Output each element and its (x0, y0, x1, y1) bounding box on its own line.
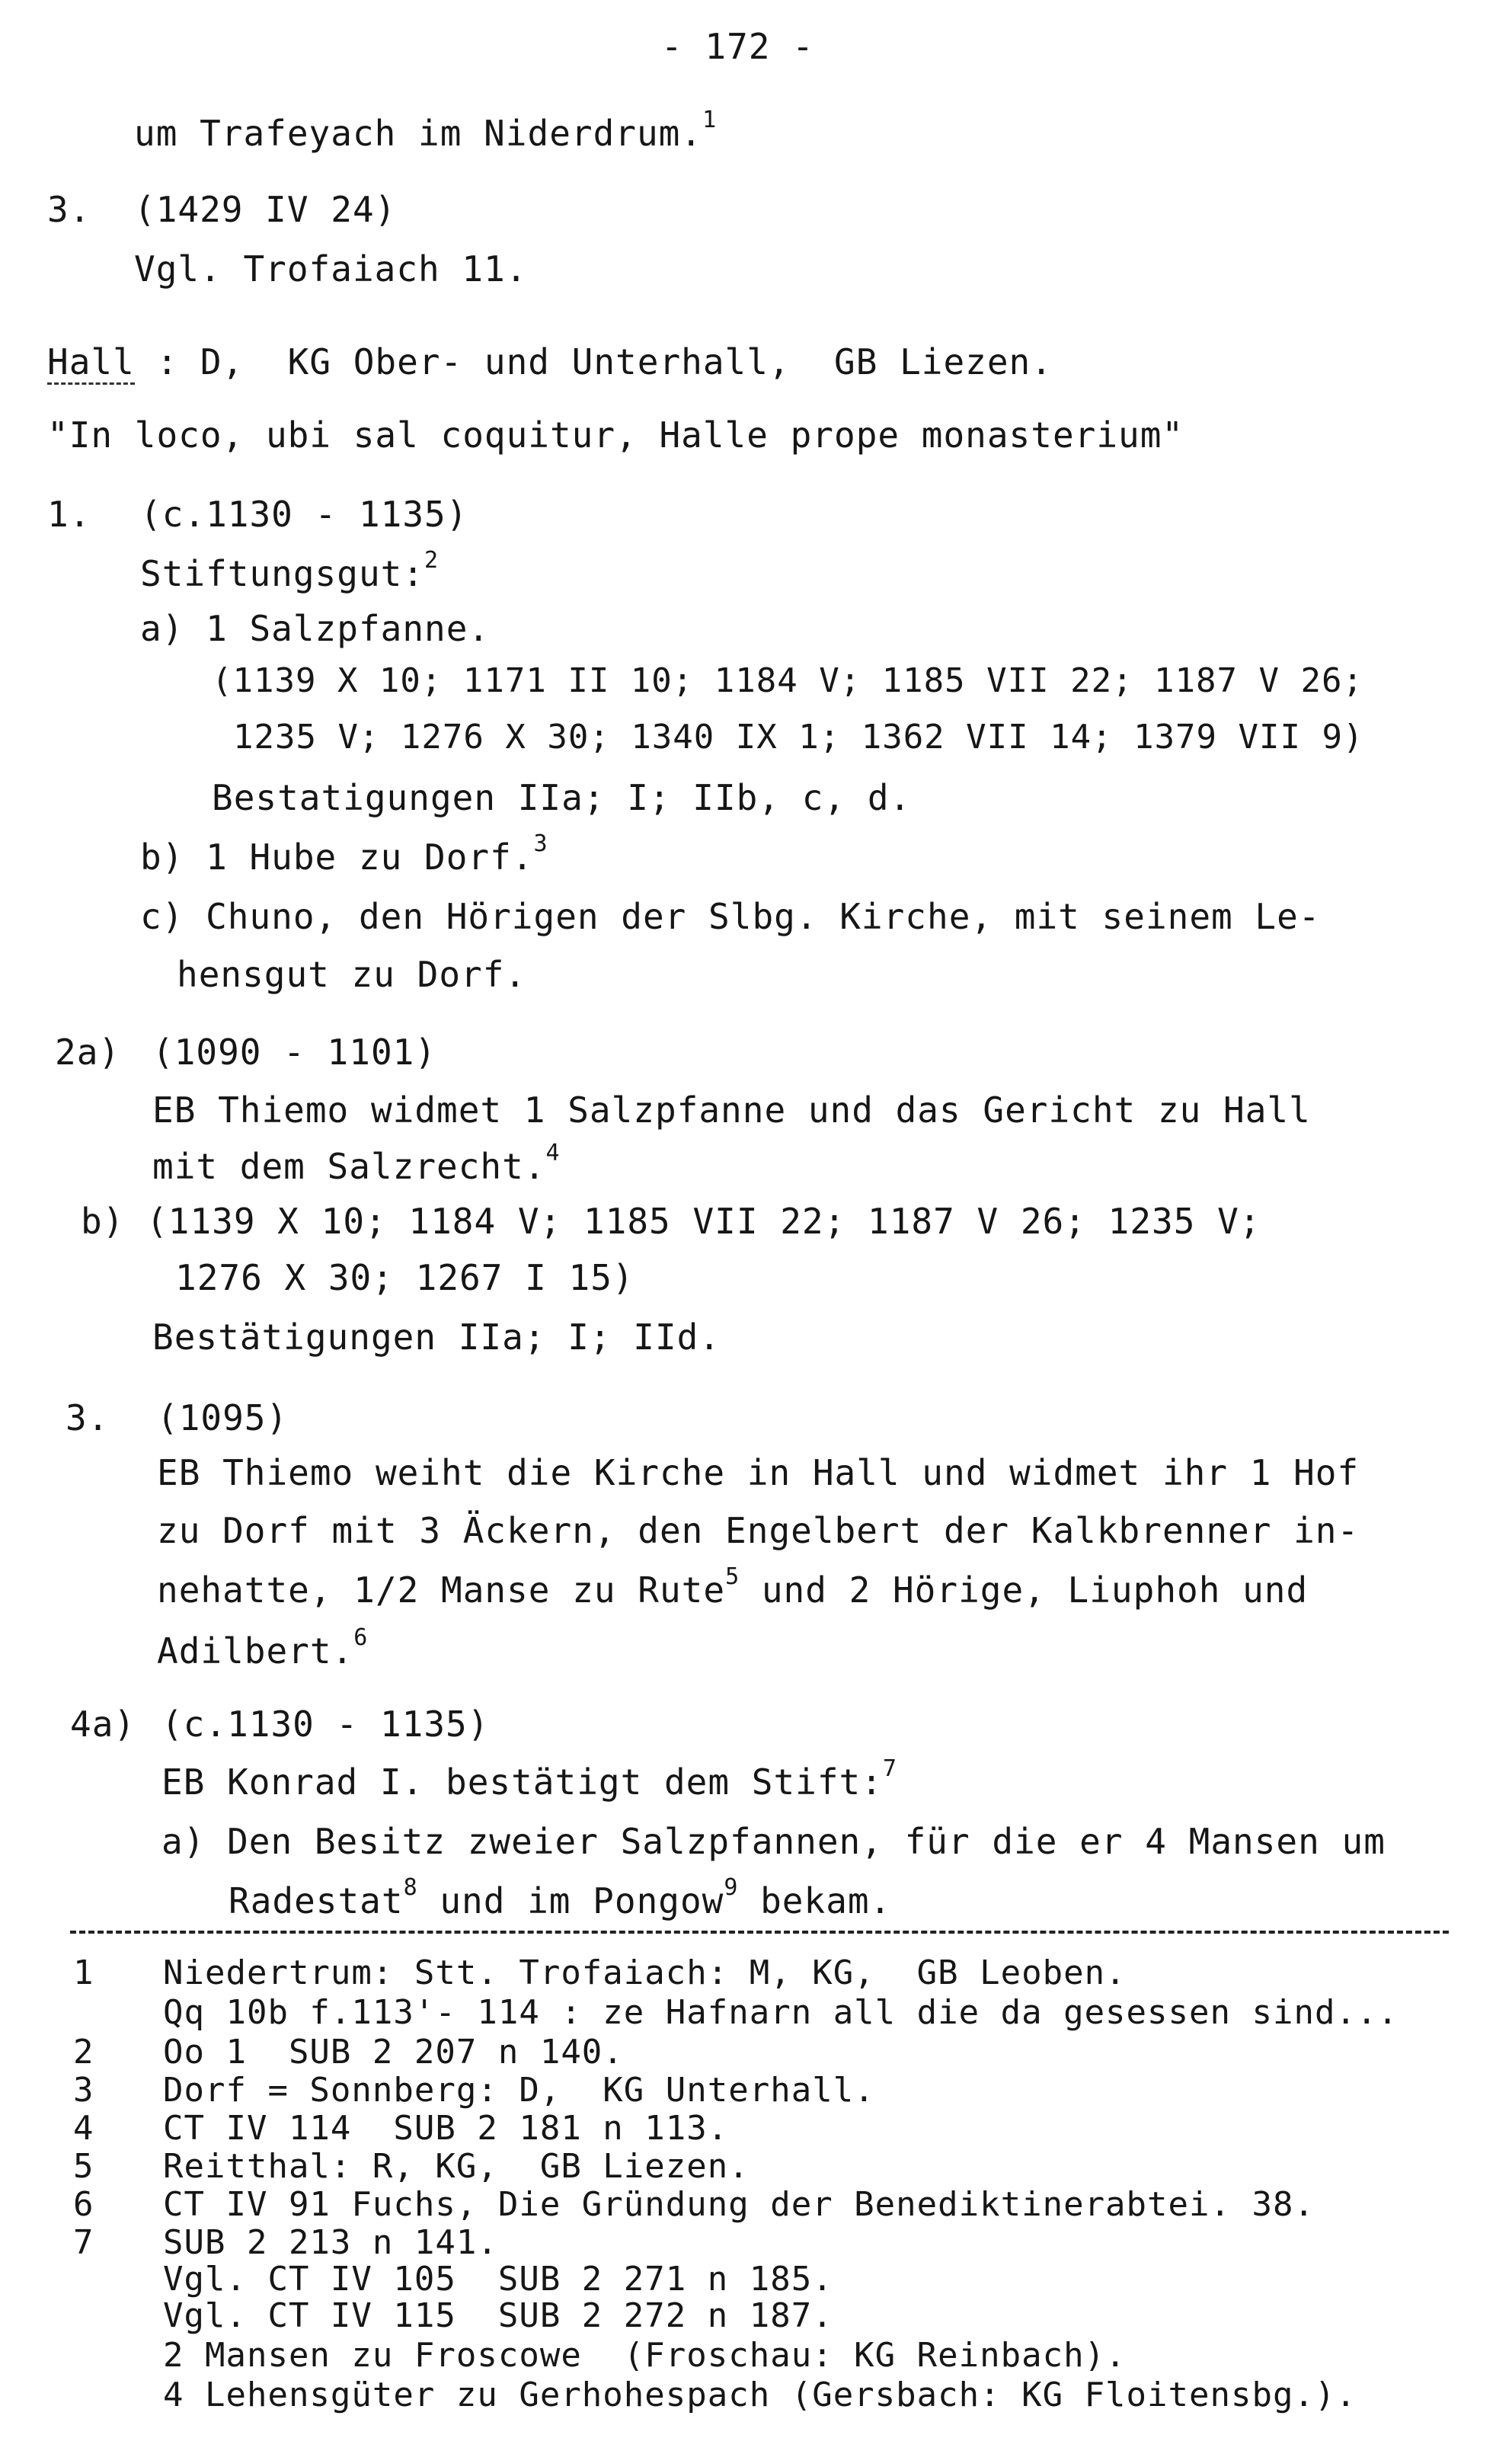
text-line: Adilbert.$^6$ (157, 1624, 369, 1672)
text-line: Bestatigungen IIa; I; IIb, c, d. (212, 777, 912, 818)
text-line: a) 1 Salzpfanne. (140, 608, 491, 649)
footnote-text: Dorf = Sonnberg: D, KG Unterhall. (163, 2071, 875, 2110)
entry-date: (1095) (157, 1397, 289, 1438)
footnote-text: Vgl. CT IV 105 SUB 2 271 n 185. (163, 2260, 833, 2299)
footnote-number: 1 (73, 1953, 94, 1992)
footnote-text: 2 Mansen zu Froscowe (Froschau: KG Reinbach). (163, 2336, 1127, 2375)
text-line: c) Chuno, den Hörigen der Slbg. Kirche, mit seinem Le- (140, 896, 1321, 937)
text-line: b) 1 Hube zu Dorf.$^3$ (140, 830, 548, 878)
footnote-text: Reitthal: R, KG, GB Liezen. (163, 2147, 750, 2186)
text-line: (1139 X 10; 1171 II 10; 1184 V; 1185 VII 22; 1187 V 26; (212, 661, 1363, 700)
footnote-ref: 4 (545, 1140, 561, 1166)
footnote-number: 2 (73, 2033, 94, 2072)
text-line: Bestätigungen IIa; I; IId. (152, 1317, 721, 1358)
entry-number: 2a) (55, 1032, 121, 1073)
footnote-text: CT IV 91 Fuchs, Die Gründung der Benediktinerabtei. 38. (163, 2185, 1315, 2224)
footnote-text: CT IV 114 SUB 2 181 n 113. (163, 2109, 729, 2148)
footnote-ref: 3 (533, 830, 548, 857)
footnote-number: 7 (73, 2223, 94, 2262)
footnote-separator (70, 1931, 1449, 1934)
entry-date: (c.1130 - 1135) (140, 494, 468, 535)
footnote-ref: 2 (424, 547, 440, 574)
footnote-number: 5 (73, 2147, 94, 2186)
footnote-ref: 9 (724, 1874, 739, 1901)
footnote-text: SUB 2 213 n 141. (163, 2223, 498, 2262)
footnote-ref: 5 (725, 1563, 740, 1590)
entry-number: 3. (66, 1397, 110, 1438)
footnote-number: 4 (73, 2109, 94, 2148)
text-line: Stiftungsgut:$^2$ (140, 547, 440, 594)
text-line: EB Thiemo widmet 1 Salzpfanne und das Gericht zu Hall (152, 1089, 1311, 1131)
entry-date: (1429 IV 24) (134, 189, 397, 230)
place-name: Hall (47, 341, 135, 385)
entry-number: 3. (47, 189, 91, 230)
footnote-ref: 7 (882, 1755, 897, 1782)
footnote-ref: 6 (353, 1624, 369, 1651)
text-line: nehatte, 1/2 Manse zu Rute$^5$ und 2 Hörige, Liuphoh und (157, 1563, 1309, 1611)
footnote-text: 4 Lehensgüter zu Gerhohespach (Gersbach: KG Floitensbg.). (163, 2376, 1357, 2414)
text-line: 1276 X 30; 1267 I 15) (175, 1257, 635, 1298)
entry-date: (c.1130 - 1135) (161, 1704, 490, 1745)
place-heading: Hall : D, KG Ober- und Unterhall, GB Liezen. (47, 344, 1053, 379)
footnote-text: Qq 10b f.113'- 114 : ze Hafnarn all die da gesessen sind... (163, 1993, 1399, 2032)
footnote-text: Niedertrum: Stt. Trofaiach: M, KG, GB Leoben. (163, 1953, 1127, 1992)
footnote-ref: 1 (702, 107, 718, 133)
text-line: EB Konrad I. bestätigt dem Stift:$^7$ (161, 1755, 897, 1803)
text-line: hensgut zu Dorf. (177, 954, 527, 995)
text-line: Vgl. Trofaiach 11. (134, 248, 528, 290)
footnote-text: Oo 1 SUB 2 207 n 140. (163, 2033, 624, 2072)
text-line: 1235 V; 1276 X 30; 1340 IX 1; 1362 VII 14; 1379 VII 9) (233, 718, 1364, 757)
footnote-number: 3 (73, 2071, 94, 2110)
footnote-number: 6 (73, 2185, 94, 2224)
text-line: um Trafeyach im Niderdrum.$^1$ (134, 107, 718, 154)
entry-number: 4a) (70, 1704, 136, 1745)
text-line: zu Dorf mit 3 Äckern, den Engelbert der Kalkbrenner in- (157, 1510, 1360, 1551)
page-number: - 172 - (661, 26, 814, 67)
footnote-text: Vgl. CT IV 115 SUB 2 272 n 187. (163, 2296, 833, 2335)
place-quote: "In loco, ubi sal coquitur, Halle prope monasterium" (47, 414, 1184, 456)
text-line: Radestat$^8$ und im Pongow$^9$ bekam. (229, 1874, 892, 1921)
text-line: a) Den Besitz zweier Salzpfannen, für die er 4 Mansen um (161, 1821, 1386, 1862)
text-line: EB Thiemo weiht die Kirche in Hall und widmet ihr 1 Hof (157, 1452, 1360, 1493)
text-line: b) (1139 X 10; 1184 V; 1185 VII 22; 1187 V 26; 1235 V; (81, 1201, 1261, 1242)
text-line: mit dem Salzrecht.$^4$ (152, 1140, 561, 1187)
entry-date: (1090 - 1101) (152, 1032, 437, 1073)
entry-number: 1. (47, 494, 91, 535)
footnote-ref: 8 (403, 1874, 418, 1901)
